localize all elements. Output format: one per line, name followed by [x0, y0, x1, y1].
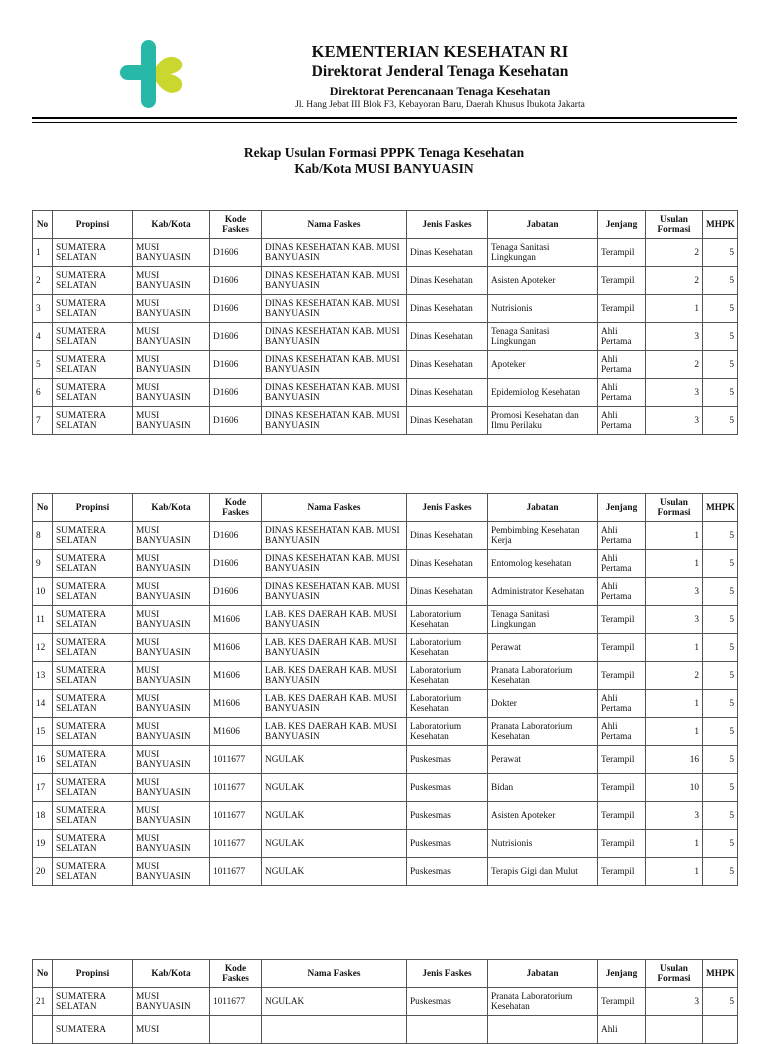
cell-kode-faskes: M1606	[210, 634, 262, 662]
cell-propinsi: SUMATERA SELATAN	[53, 379, 133, 407]
cell-propinsi: SUMATERA SELATAN	[53, 323, 133, 351]
cell-kab-kota: MUSI BANYUASIN	[133, 267, 210, 295]
cell-jabatan: Promosi Kesehatan dan Ilmu Perilaku	[488, 407, 598, 435]
cell-nama-faskes: NGULAK	[262, 802, 407, 830]
cell-kode-faskes: D1606	[210, 407, 262, 435]
cell-kode-faskes: 1011677	[210, 802, 262, 830]
table-row	[33, 407, 738, 435]
cell-jenjang: Ahli Pertama	[598, 578, 646, 606]
cell-no: 3	[33, 295, 53, 323]
cell-usulan-formasi: 2	[646, 662, 703, 690]
cell-jabatan: Tenaga Sanitasi Lingkungan	[488, 323, 598, 351]
letterhead-text	[280, 42, 600, 111]
cell-kab-kota: MUSI BANYUASIN	[133, 634, 210, 662]
table-row	[33, 802, 738, 830]
cell-jenjang: Ahli Pertama	[598, 323, 646, 351]
cell-no: 4	[33, 323, 53, 351]
cell-kode-faskes: D1606	[210, 295, 262, 323]
header-col-jabatan: Jabatan	[488, 494, 598, 522]
table-row	[33, 267, 738, 295]
cell-nama-faskes: DINAS KESEHATAN KAB. MUSI BANYUASIN	[262, 323, 407, 351]
cell-usulan-formasi: 2	[646, 239, 703, 267]
cell-no: 13	[33, 662, 53, 690]
cell-jenjang: Terampil	[598, 988, 646, 1016]
cell-usulan-formasi: 3	[646, 407, 703, 435]
cell-no: 11	[33, 606, 53, 634]
header-col-kode-faskes: Kode Faskes	[210, 494, 262, 522]
cell-propinsi: SUMATERA SELATAN	[53, 988, 133, 1016]
header-col-jenis-faskes: Jenis Faskes	[407, 494, 488, 522]
cell-jabatan: Pranata Laboratorium Kesehatan	[488, 988, 598, 1016]
kemenkes-logo-icon	[118, 38, 186, 110]
cell-kode-faskes	[210, 1016, 262, 1044]
header-col-jenjang: Jenjang	[598, 211, 646, 239]
letterhead	[0, 0, 768, 125]
cell-no: 15	[33, 718, 53, 746]
cell-mhpk: 5	[703, 578, 738, 606]
cell-nama-faskes: LAB. KES DAERAH KAB. MUSI BANYUASIN	[262, 634, 407, 662]
cell-mhpk: 5	[703, 351, 738, 379]
cell-mhpk: 5	[703, 988, 738, 1016]
cell-kode-faskes: D1606	[210, 379, 262, 407]
cell-kode-faskes: M1606	[210, 662, 262, 690]
cell-nama-faskes: NGULAK	[262, 774, 407, 802]
cell-kode-faskes: M1606	[210, 718, 262, 746]
header-col-propinsi: Propinsi	[53, 960, 133, 988]
cell-nama-faskes: LAB. KES DAERAH KAB. MUSI BANYUASIN	[262, 690, 407, 718]
cell-kode-faskes: D1606	[210, 578, 262, 606]
cell-kode-faskes: M1606	[210, 606, 262, 634]
cell-propinsi: SUMATERA SELATAN	[53, 858, 133, 886]
table-header-row	[33, 494, 738, 522]
cell-no: 10	[33, 578, 53, 606]
cell-no: 16	[33, 746, 53, 774]
ministry-name: KEMENTERIAN KESEHATAN RI	[311, 42, 569, 61]
header-col-nama-faskes: Nama Faskes	[262, 211, 407, 239]
cell-mhpk: 5	[703, 295, 738, 323]
cell-kode-faskes: D1606	[210, 550, 262, 578]
cell-jenis-faskes: Laboratorium Kesehatan	[407, 606, 488, 634]
cell-jenjang: Terampil	[598, 746, 646, 774]
cell-nama-faskes: NGULAK	[262, 988, 407, 1016]
cell-jabatan: Asisten Apoteker	[488, 267, 598, 295]
cell-nama-faskes: DINAS KESEHATAN KAB. MUSI BANYUASIN	[262, 550, 407, 578]
cell-jabatan: Epidemiolog Kesehatan	[488, 379, 598, 407]
cell-kode-faskes: 1011677	[210, 988, 262, 1016]
formasi-table-2	[32, 493, 738, 886]
cell-kab-kota: MUSI BANYUASIN	[133, 295, 210, 323]
cell-jenjang: Ahli Pertama	[598, 407, 646, 435]
cell-mhpk: 5	[703, 662, 738, 690]
header-col-propinsi: Propinsi	[53, 211, 133, 239]
cell-jenis-faskes: Laboratorium Kesehatan	[407, 634, 488, 662]
header-divider-thin	[32, 122, 737, 123]
cell-nama-faskes	[262, 1016, 407, 1044]
cell-kab-kota: MUSI BANYUASIN	[133, 690, 210, 718]
cell-usulan-formasi: 3	[646, 988, 703, 1016]
table-row	[33, 690, 738, 718]
cell-kode-faskes: 1011677	[210, 774, 262, 802]
table-row	[33, 606, 738, 634]
logo-teal-cross	[120, 65, 152, 80]
header-col-nama-faskes: Nama Faskes	[262, 494, 407, 522]
cell-mhpk: 5	[703, 830, 738, 858]
header-col-mhpk: MHPK	[703, 211, 738, 239]
cell-kab-kota: MUSI BANYUASIN	[133, 239, 210, 267]
header-col-no: No	[33, 960, 53, 988]
cell-no: 12	[33, 634, 53, 662]
cell-usulan-formasi: 3	[646, 802, 703, 830]
table-row	[33, 550, 738, 578]
title-line-1: Rekap Usulan Formasi PPPK Tenaga Kesehatan	[243, 145, 525, 160]
cell-no: 5	[33, 351, 53, 379]
cell-jabatan: Nutrisionis	[488, 830, 598, 858]
cell-propinsi: SUMATERA SELATAN	[53, 774, 133, 802]
cell-no: 14	[33, 690, 53, 718]
cell-jabatan: Pembimbing Kesehatan Kerja	[488, 522, 598, 550]
table-row	[33, 295, 738, 323]
cell-no: 18	[33, 802, 53, 830]
table-row	[33, 830, 738, 858]
header-col-kab-kota: Kab/Kota	[133, 494, 210, 522]
header-col-jenis-faskes: Jenis Faskes	[407, 960, 488, 988]
cell-no: 20	[33, 858, 53, 886]
cell-propinsi: SUMATERA SELATAN	[53, 718, 133, 746]
cell-jenjang: Terampil	[598, 662, 646, 690]
header-col-usulan-formasi: Usulan Formasi	[646, 960, 703, 988]
cell-mhpk: 5	[703, 379, 738, 407]
table-row	[33, 351, 738, 379]
cell-jenjang: Ahli Pertama	[598, 351, 646, 379]
header-col-jabatan: Jabatan	[488, 211, 598, 239]
cell-jenjang: Ahli Pertama	[598, 550, 646, 578]
cell-no: 7	[33, 407, 53, 435]
cell-kab-kota: MUSI BANYUASIN	[133, 351, 210, 379]
cell-usulan-formasi: 2	[646, 351, 703, 379]
formasi-table-1	[32, 210, 738, 435]
cell-jenis-faskes: Puskesmas	[407, 858, 488, 886]
cell-jenjang: Terampil	[598, 858, 646, 886]
cell-kab-kota: MUSI BANYUASIN	[133, 323, 210, 351]
header-col-kode-faskes: Kode Faskes	[210, 211, 262, 239]
cell-no: 6	[33, 379, 53, 407]
cell-nama-faskes: LAB. KES DAERAH KAB. MUSI BANYUASIN	[262, 718, 407, 746]
cell-propinsi: SUMATERA SELATAN	[53, 267, 133, 295]
table-row	[33, 858, 738, 886]
cell-propinsi: SUMATERA SELATAN	[53, 606, 133, 634]
cell-jenis-faskes: Laboratorium Kesehatan	[407, 662, 488, 690]
cell-kab-kota: MUSI BANYUASIN	[133, 718, 210, 746]
table-row	[33, 578, 738, 606]
cell-propinsi: SUMATERA SELATAN	[53, 690, 133, 718]
title-line-2: Kab/Kota MUSI BANYUASIN	[294, 161, 474, 176]
cell-mhpk	[703, 1016, 738, 1044]
cell-jabatan: Perawat	[488, 634, 598, 662]
cell-propinsi: SUMATERA SELATAN	[53, 830, 133, 858]
cell-no: 21	[33, 988, 53, 1016]
cell-jenis-faskes: Puskesmas	[407, 830, 488, 858]
header-col-kab-kota: Kab/Kota	[133, 960, 210, 988]
cell-nama-faskes: DINAS KESEHATAN KAB. MUSI BANYUASIN	[262, 578, 407, 606]
cell-usulan-formasi: 3	[646, 578, 703, 606]
cell-jenjang: Terampil	[598, 634, 646, 662]
cell-no: 17	[33, 774, 53, 802]
cell-propinsi: SUMATERA SELATAN	[53, 351, 133, 379]
cell-nama-faskes: DINAS KESEHATAN KAB. MUSI BANYUASIN	[262, 239, 407, 267]
directorate-general-name: Direktorat Jenderal Tenaga Kesehatan	[311, 63, 569, 80]
cell-jenjang: Terampil	[598, 267, 646, 295]
cell-jenjang: Terampil	[598, 295, 646, 323]
cell-propinsi: SUMATERA SELATAN	[53, 802, 133, 830]
cell-kab-kota: MUSI BANYUASIN	[133, 550, 210, 578]
cell-jenjang: Ahli Pertama	[598, 718, 646, 746]
header-col-propinsi: Propinsi	[53, 494, 133, 522]
table-row	[33, 1016, 738, 1044]
cell-jenis-faskes	[407, 1016, 488, 1044]
logo-lime-leaf-top	[152, 57, 182, 75]
cell-mhpk: 5	[703, 522, 738, 550]
cell-kode-faskes: 1011677	[210, 830, 262, 858]
header-col-usulan-formasi: Usulan Formasi	[646, 211, 703, 239]
cell-kab-kota: MUSI BANYUASIN	[133, 858, 210, 886]
cell-nama-faskes: DINAS KESEHATAN KAB. MUSI BANYUASIN	[262, 522, 407, 550]
cell-propinsi: SUMATERA SELATAN	[53, 578, 133, 606]
cell-kode-faskes: 1011677	[210, 858, 262, 886]
cell-usulan-formasi: 1	[646, 522, 703, 550]
table-row	[33, 746, 738, 774]
cell-nama-faskes: LAB. KES DAERAH KAB. MUSI BANYUASIN	[262, 662, 407, 690]
cell-usulan-formasi: 2	[646, 267, 703, 295]
cell-jabatan: Apoteker	[488, 351, 598, 379]
cell-kab-kota: MUSI BANYUASIN	[133, 578, 210, 606]
header-col-jenjang: Jenjang	[598, 494, 646, 522]
cell-jabatan: Terapis Gigi dan Mulut	[488, 858, 598, 886]
cell-kode-faskes: D1606	[210, 522, 262, 550]
table-row	[33, 239, 738, 267]
header-col-jenjang: Jenjang	[598, 960, 646, 988]
cell-jenjang: Ahli Pertama	[598, 379, 646, 407]
cell-mhpk: 5	[703, 323, 738, 351]
cell-usulan-formasi: 16	[646, 746, 703, 774]
header-col-mhpk: MHPK	[703, 960, 738, 988]
cell-kab-kota: MUSI BANYUASIN	[133, 379, 210, 407]
cell-kab-kota: MUSI BANYUASIN	[133, 802, 210, 830]
cell-usulan-formasi	[646, 1016, 703, 1044]
cell-mhpk: 5	[703, 606, 738, 634]
cell-jabatan: Pranata Laboratorium Kesehatan	[488, 718, 598, 746]
table-header-row	[33, 211, 738, 239]
cell-mhpk: 5	[703, 267, 738, 295]
cell-kab-kota: MUSI BANYUASIN	[133, 662, 210, 690]
cell-propinsi: SUMATERA SELATAN	[53, 550, 133, 578]
cell-mhpk: 5	[703, 718, 738, 746]
cell-kab-kota: MUSI BANYUASIN	[133, 407, 210, 435]
cell-kode-faskes: D1606	[210, 323, 262, 351]
cell-jabatan: Nutrisionis	[488, 295, 598, 323]
table-row	[33, 662, 738, 690]
cell-jenis-faskes: Dinas Kesehatan	[407, 295, 488, 323]
cell-no: 9	[33, 550, 53, 578]
cell-jabatan: Asisten Apoteker	[488, 802, 598, 830]
header-col-mhpk: MHPK	[703, 494, 738, 522]
cell-jenis-faskes: Puskesmas	[407, 802, 488, 830]
cell-mhpk: 5	[703, 802, 738, 830]
cell-mhpk: 5	[703, 690, 738, 718]
cell-usulan-formasi: 1	[646, 634, 703, 662]
header-col-jenis-faskes: Jenis Faskes	[407, 211, 488, 239]
table-row	[33, 988, 738, 1016]
cell-usulan-formasi: 1	[646, 858, 703, 886]
cell-jenis-faskes: Dinas Kesehatan	[407, 323, 488, 351]
cell-no: 1	[33, 239, 53, 267]
cell-mhpk: 5	[703, 858, 738, 886]
cell-no: 19	[33, 830, 53, 858]
cell-jenjang: Terampil	[598, 830, 646, 858]
cell-jenis-faskes: Dinas Kesehatan	[407, 578, 488, 606]
header-col-usulan-formasi: Usulan Formasi	[646, 494, 703, 522]
cell-jenjang: Terampil	[598, 239, 646, 267]
cell-jenjang: Ahli Pertama	[598, 522, 646, 550]
table-header-row	[33, 960, 738, 988]
cell-mhpk: 5	[703, 746, 738, 774]
cell-jabatan: Administrator Kesehatan	[488, 578, 598, 606]
formasi-table-3	[32, 959, 738, 1044]
cell-usulan-formasi: 1	[646, 718, 703, 746]
cell-mhpk: 5	[703, 239, 738, 267]
header-divider-thick	[32, 117, 737, 119]
cell-jabatan: Entomolog kesehatan	[488, 550, 598, 578]
cell-mhpk: 5	[703, 774, 738, 802]
cell-kab-kota: MUSI BANYUASIN	[133, 746, 210, 774]
cell-jenjang: Ahli	[598, 1016, 646, 1044]
cell-jabatan: Tenaga Sanitasi Lingkungan	[488, 606, 598, 634]
cell-no: 8	[33, 522, 53, 550]
cell-no: 2	[33, 267, 53, 295]
cell-jenjang: Ahli Pertama	[598, 690, 646, 718]
cell-propinsi: SUMATERA SELATAN	[53, 239, 133, 267]
cell-kode-faskes: 1011677	[210, 746, 262, 774]
cell-jenis-faskes: Laboratorium Kesehatan	[407, 718, 488, 746]
cell-jenis-faskes: Dinas Kesehatan	[407, 550, 488, 578]
cell-jabatan: Perawat	[488, 746, 598, 774]
cell-no	[33, 1016, 53, 1044]
cell-kab-kota: MUSI BANYUASIN	[133, 774, 210, 802]
cell-mhpk: 5	[703, 407, 738, 435]
table-row	[33, 718, 738, 746]
header-col-jabatan: Jabatan	[488, 960, 598, 988]
cell-propinsi: SUMATERA SELATAN	[53, 407, 133, 435]
cell-usulan-formasi: 1	[646, 690, 703, 718]
cell-nama-faskes: NGULAK	[262, 830, 407, 858]
cell-jabatan: Bidan	[488, 774, 598, 802]
address: Jl. Hang Jebat III Blok F3, Kebayoran Baru, Daerah Khusus Ibukota Jakarta	[295, 100, 585, 110]
cell-kab-kota: MUSI	[133, 1016, 210, 1044]
cell-nama-faskes: NGULAK	[262, 858, 407, 886]
cell-jenjang: Terampil	[598, 606, 646, 634]
cell-jenis-faskes: Dinas Kesehatan	[407, 379, 488, 407]
cell-nama-faskes: NGULAK	[262, 746, 407, 774]
cell-usulan-formasi: 1	[646, 550, 703, 578]
cell-nama-faskes: DINAS KESEHATAN KAB. MUSI BANYUASIN	[262, 295, 407, 323]
table-row	[33, 323, 738, 351]
cell-nama-faskes: DINAS KESEHATAN KAB. MUSI BANYUASIN	[262, 407, 407, 435]
cell-usulan-formasi: 1	[646, 830, 703, 858]
cell-propinsi: SUMATERA SELATAN	[53, 662, 133, 690]
cell-propinsi: SUMATERA SELATAN	[53, 634, 133, 662]
table-row	[33, 522, 738, 550]
cell-usulan-formasi: 3	[646, 379, 703, 407]
cell-nama-faskes: DINAS KESEHATAN KAB. MUSI BANYUASIN	[262, 351, 407, 379]
table-row	[33, 774, 738, 802]
cell-usulan-formasi: 3	[646, 606, 703, 634]
cell-nama-faskes: DINAS KESEHATAN KAB. MUSI BANYUASIN	[262, 267, 407, 295]
table-row	[33, 379, 738, 407]
cell-jabatan: Dokter	[488, 690, 598, 718]
cell-propinsi: SUMATERA SELATAN	[53, 295, 133, 323]
cell-usulan-formasi: 3	[646, 323, 703, 351]
cell-kab-kota: MUSI BANYUASIN	[133, 830, 210, 858]
cell-jabatan: Pranata Laboratorium Kesehatan	[488, 662, 598, 690]
cell-mhpk: 5	[703, 550, 738, 578]
cell-jabatan	[488, 1016, 598, 1044]
cell-nama-faskes: DINAS KESEHATAN KAB. MUSI BANYUASIN	[262, 379, 407, 407]
header-col-kode-faskes: Kode Faskes	[210, 960, 262, 988]
cell-kode-faskes: D1606	[210, 267, 262, 295]
cell-propinsi: SUMATERA SELATAN	[53, 746, 133, 774]
cell-kab-kota: MUSI BANYUASIN	[133, 606, 210, 634]
logo-lime-leaf-bottom	[152, 73, 182, 93]
cell-mhpk: 5	[703, 634, 738, 662]
cell-kode-faskes: M1606	[210, 690, 262, 718]
cell-jenis-faskes: Puskesmas	[407, 746, 488, 774]
header-col-kab-kota: Kab/Kota	[133, 211, 210, 239]
cell-usulan-formasi: 1	[646, 295, 703, 323]
cell-propinsi: SUMATERA	[53, 1016, 133, 1044]
header-col-no: No	[33, 494, 53, 522]
cell-propinsi: SUMATERA SELATAN	[53, 522, 133, 550]
cell-jenis-faskes: Puskesmas	[407, 774, 488, 802]
cell-usulan-formasi: 10	[646, 774, 703, 802]
header-col-no: No	[33, 211, 53, 239]
cell-kab-kota: MUSI BANYUASIN	[133, 522, 210, 550]
cell-kode-faskes: D1606	[210, 351, 262, 379]
cell-nama-faskes: LAB. KES DAERAH KAB. MUSI BANYUASIN	[262, 606, 407, 634]
cell-jenis-faskes: Dinas Kesehatan	[407, 407, 488, 435]
cell-jenis-faskes: Dinas Kesehatan	[407, 351, 488, 379]
directorate-name: Direktorat Perencanaan Tenaga Kesehatan	[329, 84, 551, 98]
cell-kab-kota: MUSI BANYUASIN	[133, 988, 210, 1016]
cell-jenis-faskes: Puskesmas	[407, 988, 488, 1016]
cell-jenjang: Terampil	[598, 774, 646, 802]
document-title	[0, 145, 768, 177]
table-row	[33, 634, 738, 662]
cell-jabatan: Tenaga Sanitasi Lingkungan	[488, 239, 598, 267]
cell-jenjang: Terampil	[598, 802, 646, 830]
cell-jenis-faskes: Dinas Kesehatan	[407, 522, 488, 550]
cell-jenis-faskes: Dinas Kesehatan	[407, 239, 488, 267]
cell-jenis-faskes: Laboratorium Kesehatan	[407, 690, 488, 718]
cell-kode-faskes: D1606	[210, 239, 262, 267]
cell-jenis-faskes: Dinas Kesehatan	[407, 267, 488, 295]
header-col-nama-faskes: Nama Faskes	[262, 960, 407, 988]
